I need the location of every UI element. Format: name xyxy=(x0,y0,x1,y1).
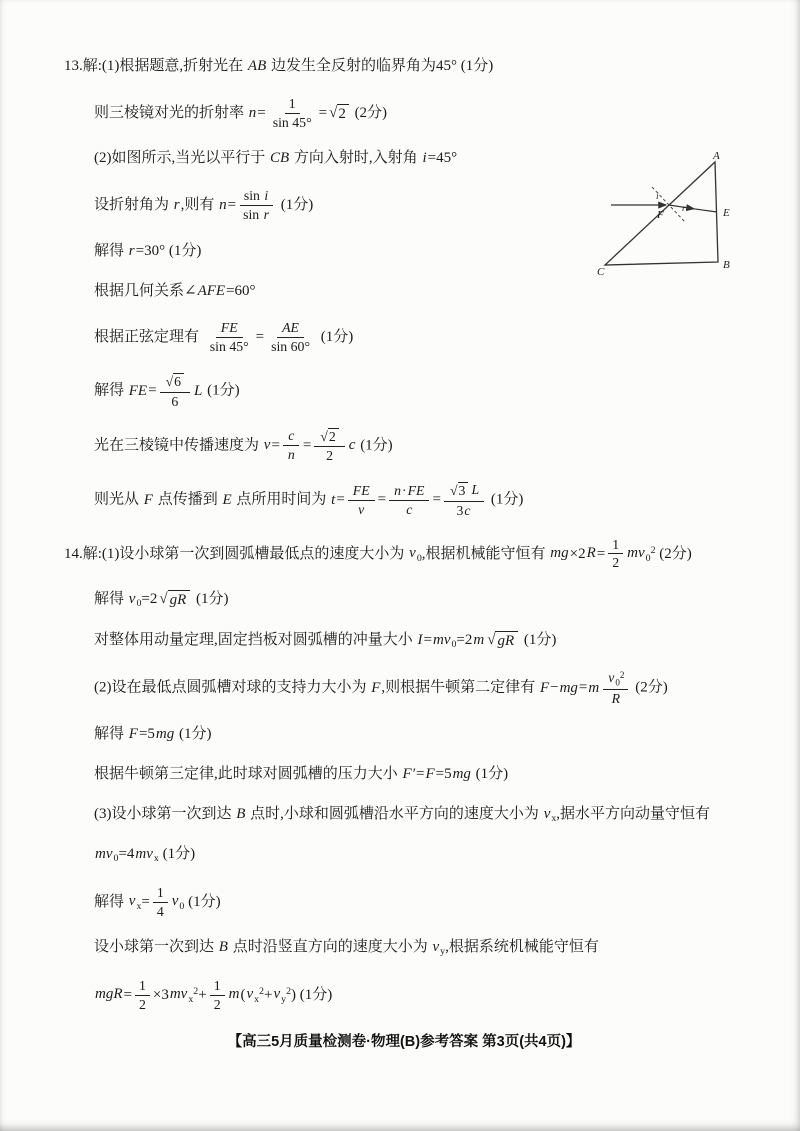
math-fraction xyxy=(608,537,623,572)
math-variable: i xyxy=(422,150,427,167)
solution-line xyxy=(94,804,744,826)
math-variable: v xyxy=(128,591,136,608)
fraction-denominator xyxy=(453,502,476,519)
math-text: = xyxy=(377,491,387,508)
math-text: (1分) xyxy=(192,591,229,608)
math-text: =5 xyxy=(138,726,155,743)
math-text: 解得 xyxy=(94,382,128,399)
math-variable: CB xyxy=(270,150,290,167)
math-variable: B xyxy=(218,939,228,956)
math-text: 2 xyxy=(138,996,146,1012)
fraction-denominator xyxy=(167,393,182,410)
math-variable: AFE xyxy=(197,282,226,299)
fraction-denominator xyxy=(210,996,225,1013)
solution-line xyxy=(94,96,744,131)
math-text: (1分) xyxy=(316,329,354,346)
math-variable: c xyxy=(348,437,356,454)
math-variable: L xyxy=(471,482,480,498)
math-text: = xyxy=(432,491,441,508)
math-text: 1 xyxy=(138,977,146,993)
math-text: sin 60° xyxy=(271,339,310,355)
math-text: 解得 xyxy=(94,591,128,608)
math-variable: mg xyxy=(550,545,569,562)
fraction-denominator xyxy=(283,446,300,463)
math-variable: v xyxy=(409,545,416,562)
fraction-numerator xyxy=(444,482,484,502)
fraction-numerator xyxy=(608,537,623,555)
math-text: 2 xyxy=(326,448,333,464)
fraction-numerator xyxy=(135,978,150,996)
solution-line xyxy=(94,844,744,866)
math-text: 边发生全反射的临界角为45° (1分) xyxy=(267,58,494,74)
math-text: = xyxy=(123,986,132,1003)
math-sqrt xyxy=(487,631,518,650)
math-text: =2 xyxy=(141,591,158,608)
math-variable: gR xyxy=(169,592,187,609)
math-text: 2 xyxy=(328,428,336,444)
math-text: ,根据系统机械能守恒有 xyxy=(445,939,599,956)
math-variable: FE xyxy=(220,320,238,336)
prism-figure xyxy=(597,150,749,286)
math-text: 1 xyxy=(288,95,296,111)
math-superscript: 2 xyxy=(193,985,199,997)
solution-line xyxy=(94,937,744,959)
solution-line xyxy=(94,373,744,409)
math-text: ×2 xyxy=(569,545,586,562)
math-variable: c xyxy=(406,501,413,517)
math-text: · xyxy=(402,482,407,498)
math-text: (2分) xyxy=(655,545,692,562)
math-sqrt xyxy=(450,482,468,500)
math-variable: mv xyxy=(95,846,113,863)
radical-sign: √ xyxy=(449,483,458,499)
math-text: ( xyxy=(240,986,246,1003)
math-text: = xyxy=(271,437,280,454)
math-text: = xyxy=(148,382,157,399)
math-text: 根据几何关系∠ xyxy=(94,282,197,299)
math-variable: F xyxy=(128,726,138,743)
math-variable: F xyxy=(371,679,381,696)
math-text: = xyxy=(255,329,265,346)
math-text: =2 xyxy=(456,631,473,648)
math-text: 方向入射时,入射角 xyxy=(290,150,422,167)
radical-sign: √ xyxy=(159,591,168,608)
math-text: (1分) xyxy=(356,437,393,454)
math-text: (1分) xyxy=(158,846,196,863)
math-subscript: x xyxy=(254,993,260,1005)
math-sqrt xyxy=(159,590,190,609)
fraction-denominator xyxy=(608,554,623,571)
math-fraction xyxy=(444,482,484,518)
math-text: 6 xyxy=(171,393,179,409)
math-text: = xyxy=(578,679,588,696)
diagram-label-r: r xyxy=(682,204,686,214)
math-sqrt xyxy=(329,104,349,123)
math-sqrt xyxy=(166,373,184,391)
math-variable: v xyxy=(128,893,136,910)
math-variable: R xyxy=(611,690,621,706)
fraction-numerator xyxy=(216,320,243,338)
math-variable: gR xyxy=(497,632,515,649)
math-text: (1分) xyxy=(175,726,212,743)
math-subscript: 0 xyxy=(113,853,119,865)
radical-sign: √ xyxy=(487,631,496,648)
math-text: 对整体用动量定理,固定挡板对圆弧槽的冲量大小 xyxy=(94,631,417,648)
math-subscript: y xyxy=(281,993,287,1005)
math-text: + xyxy=(263,986,273,1003)
fraction-numerator xyxy=(240,188,273,206)
fraction-numerator xyxy=(603,670,628,690)
math-fraction xyxy=(267,320,314,355)
radicand xyxy=(173,373,184,391)
math-variable: r xyxy=(173,197,180,214)
math-variable: mg xyxy=(155,726,175,743)
math-variable: I xyxy=(417,631,423,648)
math-variable: L xyxy=(194,382,203,399)
math-text: 点时,小球和圆弧槽沿水平方向的速度大小为 xyxy=(246,805,543,822)
math-variable: n xyxy=(287,447,295,463)
math-text: 则光从 xyxy=(94,491,143,508)
math-subscript: x xyxy=(188,993,194,1005)
math-variable: c xyxy=(464,502,471,518)
math-variable: F xyxy=(539,679,550,696)
prism-diagram xyxy=(597,150,749,286)
math-text: ′= xyxy=(412,766,425,783)
math-text: ) (1分) xyxy=(291,986,333,1003)
math-variable: v xyxy=(608,670,615,686)
math-text: 14.解:(1)设小球第一次到圆弧槽最低点的速度大小为 xyxy=(64,545,409,562)
math-subscript: 0 xyxy=(416,552,422,564)
math-variable: F xyxy=(402,766,412,783)
fraction-denominator xyxy=(267,338,314,355)
math-text: (1分) xyxy=(184,893,221,910)
math-sqrt xyxy=(320,428,338,446)
math-variable: AB xyxy=(247,58,267,74)
math-subscript: 0 xyxy=(615,677,620,688)
diagram-label-E: E xyxy=(723,207,730,219)
math-text: ,则有 xyxy=(180,197,219,214)
math-variable: AE xyxy=(282,320,299,336)
math-text: + xyxy=(198,986,207,1003)
math-text: = xyxy=(336,491,345,508)
math-variable: v xyxy=(171,893,179,910)
radicand xyxy=(328,428,339,446)
math-text: 1 xyxy=(213,977,221,993)
math-variable: r xyxy=(128,242,135,259)
solution-line xyxy=(94,670,744,707)
math-variable: mv xyxy=(169,986,188,1003)
math-fraction xyxy=(283,428,300,463)
solution-line xyxy=(94,764,744,786)
math-text: (2分) xyxy=(631,679,668,696)
math-variable: n xyxy=(248,104,257,121)
math-text: (2)如图所示,当光以平行于 xyxy=(94,150,269,167)
fraction-denominator xyxy=(153,903,168,920)
math-text: 根据牛顿第三定律,此时球对圆弧槽的压力大小 xyxy=(94,766,402,783)
diagram-label-A: A xyxy=(713,150,720,162)
math-fraction xyxy=(348,483,375,518)
math-variable: i xyxy=(264,188,269,204)
math-subscript: x xyxy=(551,812,557,824)
math-variable: v xyxy=(273,986,281,1003)
math-superscript: 2 xyxy=(286,985,291,997)
math-subscript: 0 xyxy=(136,598,142,610)
radicand xyxy=(168,590,191,609)
math-text: 点所用时间为 xyxy=(232,491,331,508)
math-subscript: x xyxy=(136,900,142,912)
math-variable: r xyxy=(263,207,270,223)
math-text: sin xyxy=(243,207,263,223)
math-variable: mg xyxy=(452,766,471,783)
fraction-denominator xyxy=(239,206,274,223)
fraction-denominator xyxy=(401,501,417,518)
fraction-numerator xyxy=(160,373,190,393)
math-text: ×3 xyxy=(152,986,169,1003)
math-variable: v xyxy=(432,939,440,956)
math-text: (1分) xyxy=(471,766,509,783)
math-text: sin 45° xyxy=(209,339,249,355)
math-subscript: y xyxy=(440,946,446,958)
math-variable: n xyxy=(394,482,402,498)
math-text: 2 xyxy=(612,555,620,571)
math-variable: E xyxy=(222,491,232,508)
math-text: 设小球第一次到达 xyxy=(94,939,218,956)
math-text: =30° (1分) xyxy=(135,242,202,259)
solution-line xyxy=(94,428,744,464)
math-fraction xyxy=(314,428,344,464)
fraction-numerator xyxy=(277,320,304,338)
math-text: = xyxy=(423,631,432,648)
math-text: 3 xyxy=(458,483,466,499)
math-text: (1分) xyxy=(487,491,524,508)
math-text: (1分) xyxy=(277,197,314,214)
math-text: = xyxy=(302,437,312,454)
math-text: 则三棱镜对光的折射率 xyxy=(94,104,248,121)
math-text: 根据正弦定理有 xyxy=(94,329,203,346)
math-text: = xyxy=(596,545,606,562)
page-footer: 【高三5月质量检测卷·物理(B)参考答案 第3页(共4页)】 xyxy=(227,1034,581,1051)
math-text: = xyxy=(227,197,237,214)
math-variable: m xyxy=(588,679,600,696)
math-fraction xyxy=(153,885,168,920)
math-variable: B xyxy=(236,805,246,822)
math-text: =5 xyxy=(435,766,452,783)
math-text: 1 xyxy=(156,884,164,900)
math-text: = xyxy=(141,893,150,910)
math-variable: FE xyxy=(352,482,370,498)
math-superscript: 2 xyxy=(650,544,656,556)
math-variable: v xyxy=(543,805,551,822)
math-fraction xyxy=(389,483,429,518)
math-fraction xyxy=(269,96,316,131)
fraction-numerator xyxy=(210,978,225,996)
radical-sign: √ xyxy=(320,428,328,444)
math-text: = xyxy=(257,104,266,121)
fraction-denominator xyxy=(353,501,369,518)
math-variable: t xyxy=(331,491,336,508)
solution-line xyxy=(94,320,744,355)
fraction-numerator xyxy=(314,428,344,448)
radicand xyxy=(495,631,518,650)
math-text: 1 xyxy=(612,536,620,552)
math-variable: mg xyxy=(559,679,578,696)
math-variable: c xyxy=(288,428,295,444)
solution-line xyxy=(64,537,744,572)
math-variable: v xyxy=(358,501,365,517)
fraction-numerator xyxy=(285,96,300,114)
math-text: =45° xyxy=(427,150,458,167)
fraction-numerator xyxy=(153,885,168,903)
math-text: 2 xyxy=(213,996,221,1012)
math-variable: m xyxy=(473,631,485,648)
math-text: 解得 xyxy=(94,893,128,910)
math-text: 光在三棱镜中传播速度为 xyxy=(94,437,263,454)
math-variable: v xyxy=(246,986,254,1003)
math-fraction xyxy=(210,978,225,1013)
math-subscript: 0 xyxy=(179,900,185,912)
fraction-denominator xyxy=(135,996,150,1013)
fraction-numerator xyxy=(348,483,375,501)
math-fraction xyxy=(239,188,274,223)
math-variable: R xyxy=(586,545,596,562)
refracted-ray xyxy=(693,209,717,212)
math-text: (3)设小球第一次到达 xyxy=(94,805,236,822)
solution-line xyxy=(94,482,744,518)
math-fraction xyxy=(603,670,628,707)
solution-line xyxy=(94,589,744,611)
solution-line xyxy=(94,724,744,746)
math-variable: F xyxy=(143,491,153,508)
radicand xyxy=(458,482,469,500)
math-text: 点时沿竖直方向的速度大小为 xyxy=(228,939,432,956)
math-variable: n xyxy=(219,197,227,214)
radicand xyxy=(337,104,349,123)
math-fraction xyxy=(160,373,190,409)
math-superscript: 2 xyxy=(259,985,264,997)
math-variable: FE xyxy=(128,382,148,399)
fraction-denominator xyxy=(607,690,625,707)
diagram-label-B: B xyxy=(723,259,730,271)
math-text: 3 xyxy=(456,502,464,518)
diagram-label-C: C xyxy=(597,266,605,278)
math-subscript: 0 xyxy=(451,638,457,650)
solution-line xyxy=(94,630,744,652)
solution-line xyxy=(94,885,744,920)
math-variable: mv xyxy=(135,846,153,863)
math-text: − xyxy=(550,679,559,696)
math-text: sin 45° xyxy=(272,114,312,130)
math-text: 点传播到 xyxy=(153,491,222,508)
math-text: (2分) xyxy=(350,104,388,121)
fraction-numerator xyxy=(283,428,299,446)
solution-line xyxy=(64,56,744,78)
fraction-numerator xyxy=(389,483,429,501)
math-text: 2 xyxy=(338,105,346,122)
math-text: 6 xyxy=(174,374,182,390)
math-text: =60° xyxy=(226,282,256,299)
math-text: ,则根据牛顿第二定律有 xyxy=(381,679,539,696)
math-text: (2)设在最低点圆弧槽对球的支持力大小为 xyxy=(94,679,371,696)
math-fraction xyxy=(135,978,150,1013)
math-variable: FE xyxy=(407,482,425,498)
math-text: 解得 xyxy=(94,242,128,259)
math-text: sin xyxy=(243,188,264,204)
fraction-denominator xyxy=(322,447,337,464)
math-variable: mgR xyxy=(95,986,123,1003)
math-text: =4 xyxy=(118,846,135,863)
fraction-denominator xyxy=(269,114,316,131)
math-variable: m xyxy=(228,986,240,1003)
math-text: 4 xyxy=(156,903,164,919)
radical-sign: √ xyxy=(329,104,338,121)
math-variable: mv xyxy=(627,545,645,562)
math-fraction xyxy=(206,320,253,355)
fraction-denominator xyxy=(206,338,253,355)
math-text: 设折射角为 xyxy=(94,197,173,214)
math-variable: mv xyxy=(432,631,451,648)
math-variable: v xyxy=(263,437,271,454)
math-text: 13.解:(1)根据题意,折射光在 xyxy=(64,58,247,74)
solution-line xyxy=(94,978,744,1013)
math-text: ,据水平方向动量守恒有 xyxy=(556,805,711,822)
math-text: (1分) xyxy=(520,631,557,648)
diagram-label-F: F xyxy=(657,209,664,221)
radical-sign: √ xyxy=(165,374,174,390)
diagram-label-i: i xyxy=(656,192,659,202)
math-text: ,根据机械能守恒有 xyxy=(421,545,550,562)
math-text: (1分) xyxy=(203,382,240,399)
math-text: = xyxy=(318,104,328,121)
math-text: 解得 xyxy=(94,726,128,743)
math-superscript: 2 xyxy=(619,669,625,680)
math-subscript: x xyxy=(153,853,159,865)
math-subscript: 0 xyxy=(645,552,651,564)
math-variable: F xyxy=(425,766,435,783)
